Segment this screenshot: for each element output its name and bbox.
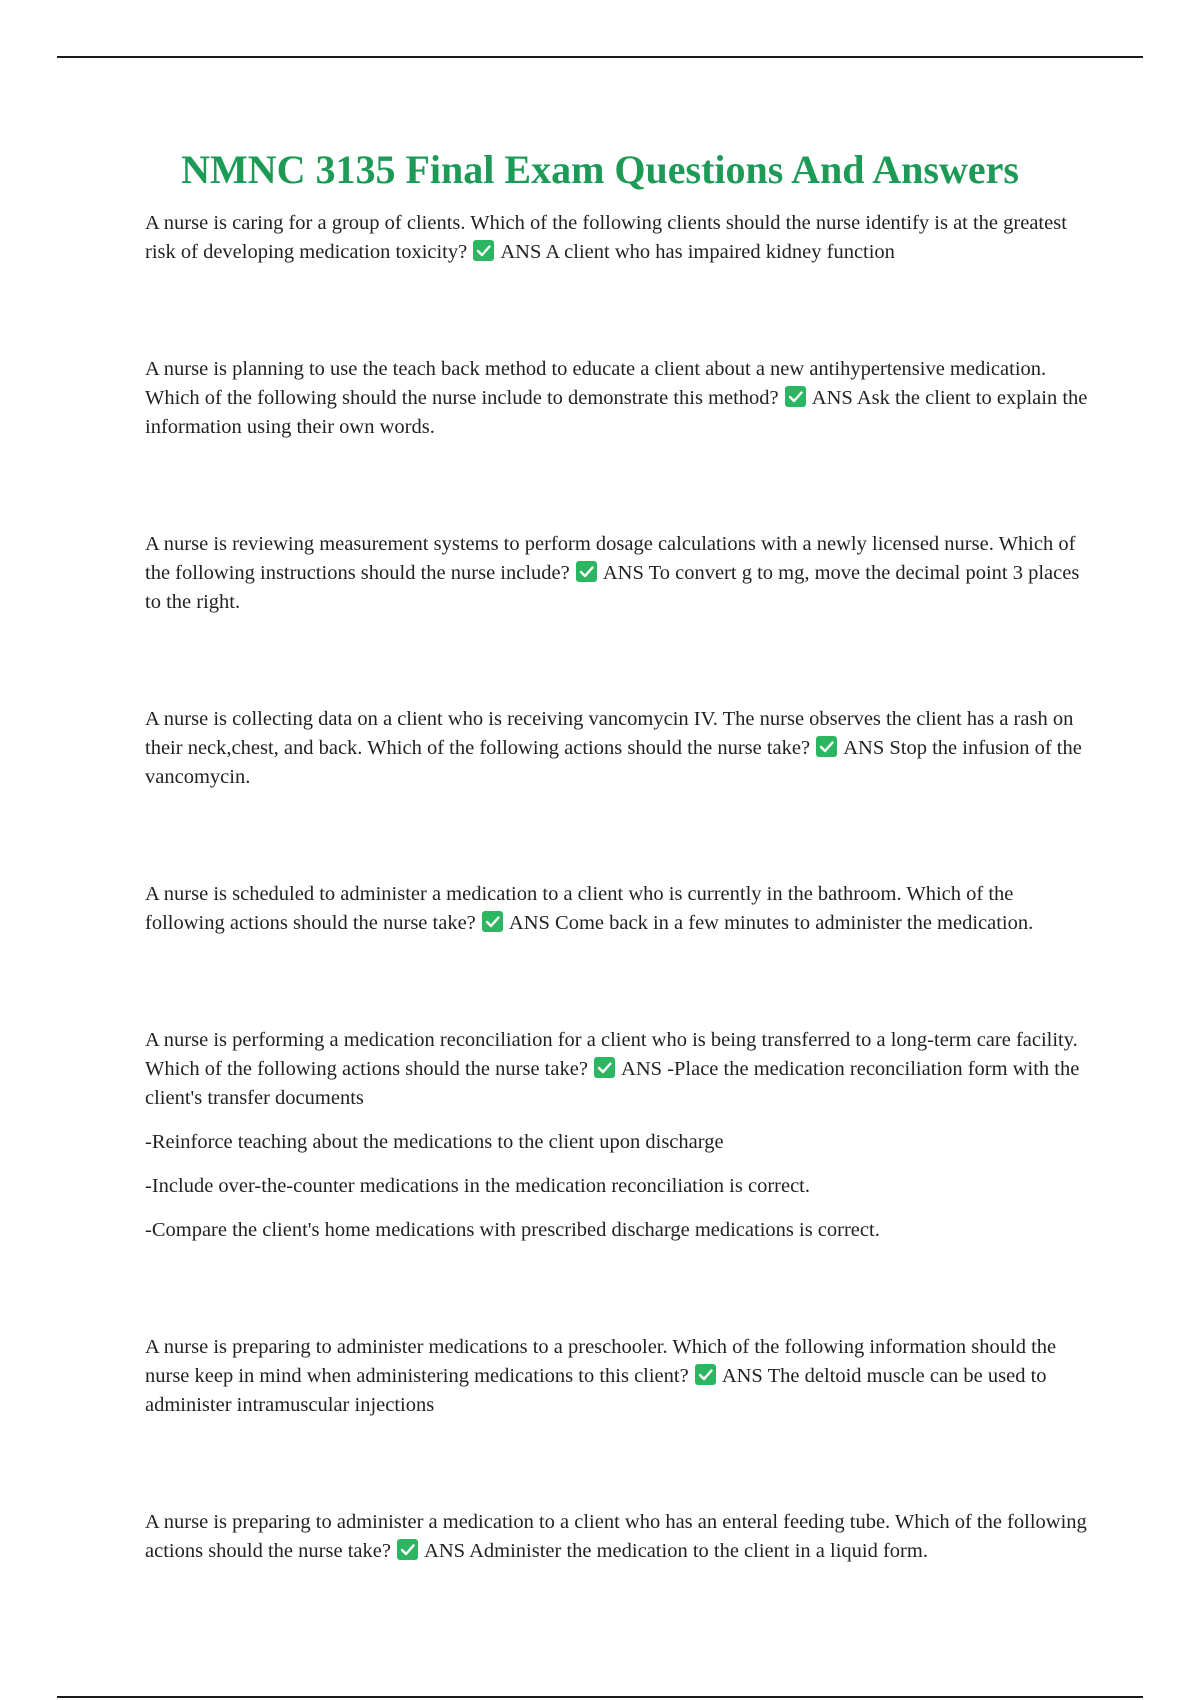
qa-paragraph [145,1508,1090,1566]
qa-item [145,880,1090,938]
question-text: A nurse is planning to use the teach back method to educate a client about a new antihypertensive medication. Which of the following should the nurse include to demonstrate this method? [145,358,1047,409]
document-title: NMNC 3135 Final Exam Questions And Answers [181,147,1019,192]
qa-paragraph [145,880,1090,938]
bottom-rule [57,1696,1143,1698]
qa-item [145,1333,1090,1420]
answer-extra-line: -Compare the client's home medications with prescribed discharge medications is correct. [145,1219,880,1241]
white-check-mark-icon [482,911,503,932]
white-check-mark-icon [397,1539,418,1560]
question-text: A nurse is scheduled to administer a medication to a client who is currently in the bathroom. Which of the following actions should the nurse take? [145,883,1014,934]
question-text: A nurse is reviewing measurement systems to perform dosage calculations with a newly licensed nurse. Which of the following instructions should the nurse include? [145,533,1076,584]
qa-list [145,209,1090,1566]
white-check-mark-icon [785,386,806,407]
answer-prefix: ANS [843,737,885,759]
answer-prefix: ANS [424,1540,466,1562]
qa-item [145,1026,1090,1245]
qa-paragraph [145,1026,1090,1113]
question-text: A nurse is caring for a group of clients. Which of the following clients should the nurse identify is at the greatest risk of developing medication toxicity? [145,212,1067,263]
top-rule [57,56,1143,58]
qa-paragraph [145,1333,1090,1420]
qa-item [145,355,1090,442]
answer-extra-line: -Reinforce teaching about the medications to the client upon discharge [145,1131,724,1153]
qa-item [145,209,1090,267]
answer-prefix: ANS [508,912,550,934]
question-text: A nurse is performing a medication reconciliation for a client who is being transferred to a long-term care facility. Which of the following actions should the nurse take? [145,1029,1078,1080]
answer-prefix: ANS [602,562,644,584]
qa-paragraph [145,530,1090,617]
answer-text: -Place the medication reconciliation form with the client's transfer documents [145,1058,1080,1109]
qa-paragraph [145,355,1090,442]
answer-text: To convert g to mg, move the decimal point 3 places to the right. [145,562,1080,613]
answer-prefix: ANS [811,387,853,409]
answer-text: Stop the infusion of the vancomycin. [145,737,1082,788]
white-check-mark-icon [594,1057,615,1078]
answer-prefix: ANS [721,1365,763,1387]
qa-paragraph [145,209,1090,267]
question-text: A nurse is collecting data on a client who is receiving vancomycin IV. The nurse observes the client has a rash on their neck,chest, and back. Which of the following actions should the nurse take? [145,708,1074,759]
answer-text: Administer the medication to the client in a liquid form. [469,1540,928,1562]
answer-text: Ask the client to explain the information using their own words. [145,387,1088,438]
answer-prefix: ANS [500,241,542,263]
white-check-mark-icon [473,240,494,261]
white-check-mark-icon [695,1364,716,1385]
answer-text: Come back in a few minutes to administer the medication. [555,912,1034,934]
answer-extra-line: -Include over-the-counter medications in the medication reconciliation is correct. [145,1175,810,1197]
answer-prefix: ANS [621,1058,663,1080]
answer-text: A client who has impaired kidney function [545,241,895,263]
qa-item [145,530,1090,617]
answer-text: The deltoid muscle can be used to administer intramuscular injections [145,1365,1047,1416]
question-text: A nurse is preparing to administer medications to a preschooler. Which of the following information should the nurse keep in mind when administering medications to this client? [145,1336,1057,1387]
qa-item [145,705,1090,792]
qa-item [145,1508,1090,1566]
qa-paragraph [145,705,1090,792]
white-check-mark-icon [816,736,837,757]
question-text: A nurse is preparing to administer a medication to a client who has an enteral feeding tube. Which of the following actions should the nurse take? [145,1511,1087,1562]
white-check-mark-icon [576,561,597,582]
